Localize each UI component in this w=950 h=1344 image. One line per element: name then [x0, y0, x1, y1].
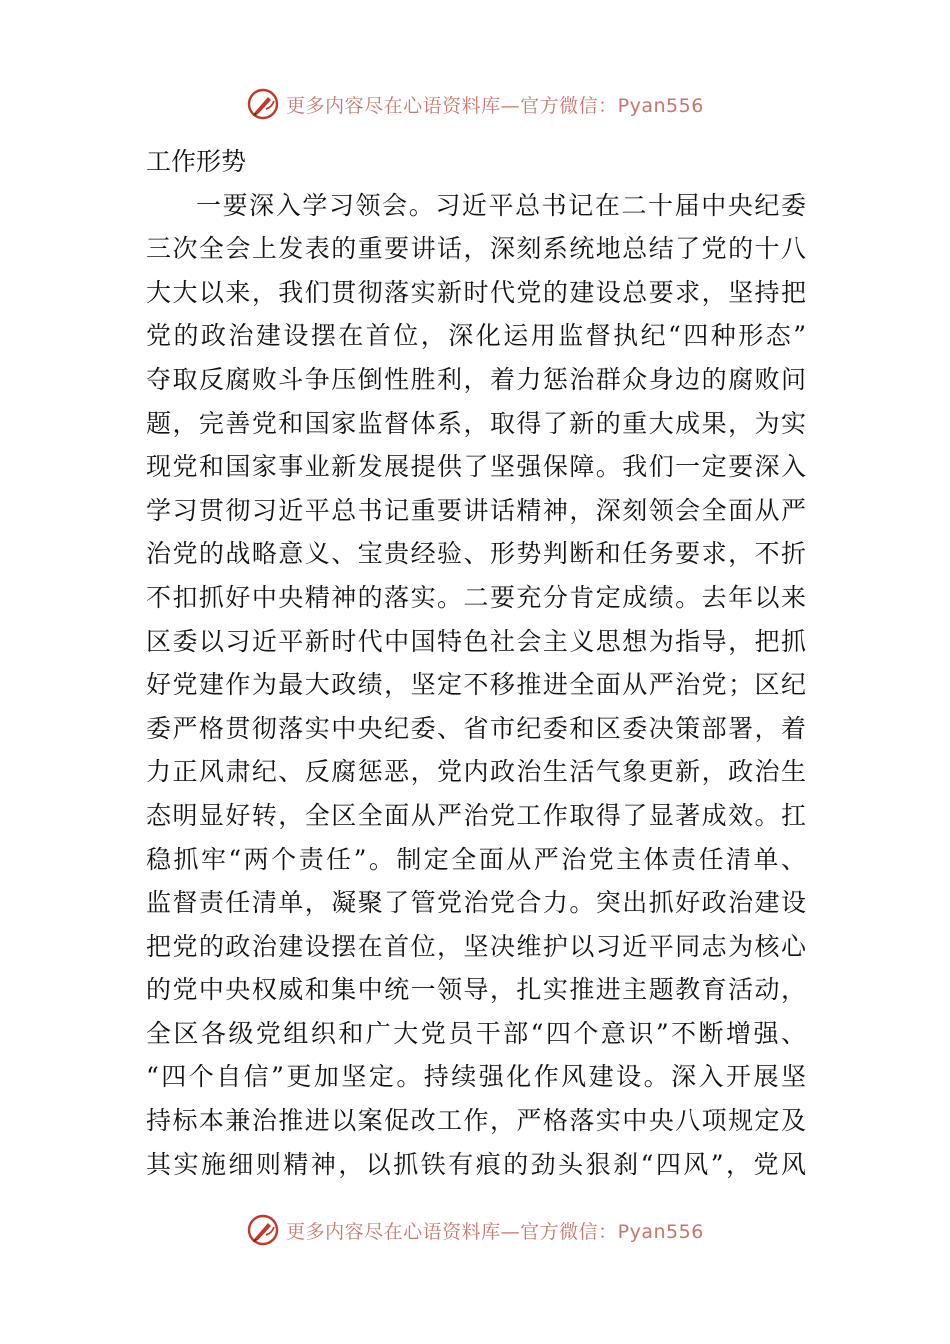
text-line: 三次全会上发表的重要讲话，深刻系统地总结了党的十八	[146, 234, 806, 264]
text-line: 全区各级党组织和广大党员干部“四个意识”不断增强、	[146, 1018, 806, 1048]
text-line: 监督责任清单，凝聚了管党治党合力。突出抓好政治建设	[146, 888, 806, 918]
text-line: 其实施细则精神，以抓铁有痕的劲头狠刹“四风”，党风	[146, 1149, 806, 1179]
text-line: 的党中央权威和集中统一领导，扎实推进主题教育活动，	[146, 975, 806, 1005]
footer-banner-text	[286, 1217, 704, 1244]
header-banner-text	[286, 91, 704, 118]
header-banner	[0, 84, 950, 124]
text-line: 一要深入学习领会。习近平总书记在二十届中央纪委	[196, 190, 806, 220]
text-line: 区委以习近平新时代中国特色社会主义思想为指导，把抓	[146, 626, 806, 656]
text-line: “四个自信”更加坚定。持续强化作风建设。深入开展坚	[146, 1062, 806, 1092]
text-line: 治党的战略意义、宝贵经验、形势判断和任务要求，不折	[146, 539, 806, 569]
footer-banner-label: 更多内容尽在心语资料库—官方微信：	[286, 1220, 618, 1243]
header-banner-label: 更多内容尽在心语资料库—官方微信：	[286, 94, 618, 117]
footer-wechat-id: Pyan556	[617, 1220, 704, 1243]
text-line: 党的政治建设摆在首位，深化运用监督执纪“四种形态”	[146, 321, 806, 351]
text-line: 态明显好转，全区全面从严治党工作取得了显著成效。扛	[146, 800, 806, 830]
text-line: 稳抓牢“两个责任”。制定全面从严治党主体责任清单、	[146, 844, 806, 874]
text-line: 力正风肃纪、反腐惩恶，党内政治生活气象更新，政治生	[146, 757, 806, 787]
text-line: 题，完善党和国家监督体系，取得了新的重大成果，为实	[146, 408, 806, 438]
text-line: 现党和国家事业新发展提供了坚强保障。我们一定要深入	[146, 452, 806, 482]
text-line: 大大以来，我们贯彻落实新时代党的建设总要求，坚持把	[146, 277, 806, 307]
text-line: 不扣抓好中央精神的落实。二要充分肯定成绩。去年以来	[146, 582, 806, 612]
text-line: 夺取反腐败斗争压倒性胜利，着力惩治群众身边的腐败问	[146, 364, 806, 394]
header-wechat-id: Pyan556	[617, 94, 704, 117]
text-line: 好党建作为最大政绩，坚定不移推进全面从严治党；区纪	[146, 670, 806, 700]
text-line: 委严格贯彻落实中央纪委、省市纪委和区委决策部署，着	[146, 713, 806, 743]
text-line: 学习贯彻习近平总书记重要讲话精神，深刻领会全面从严	[146, 495, 806, 525]
text-line: 持标本兼治推进以案促改工作，严格落实中央八项规定及	[146, 1106, 806, 1136]
document-body	[146, 140, 806, 1186]
section-heading: 工作形势	[146, 147, 247, 176]
pen-seal-icon	[246, 87, 280, 121]
footer-banner	[0, 1210, 950, 1250]
text-line: 把党的政治建设摆在首位，坚决维护以习近平同志为核心	[146, 931, 806, 961]
pen-seal-icon	[246, 1213, 280, 1247]
